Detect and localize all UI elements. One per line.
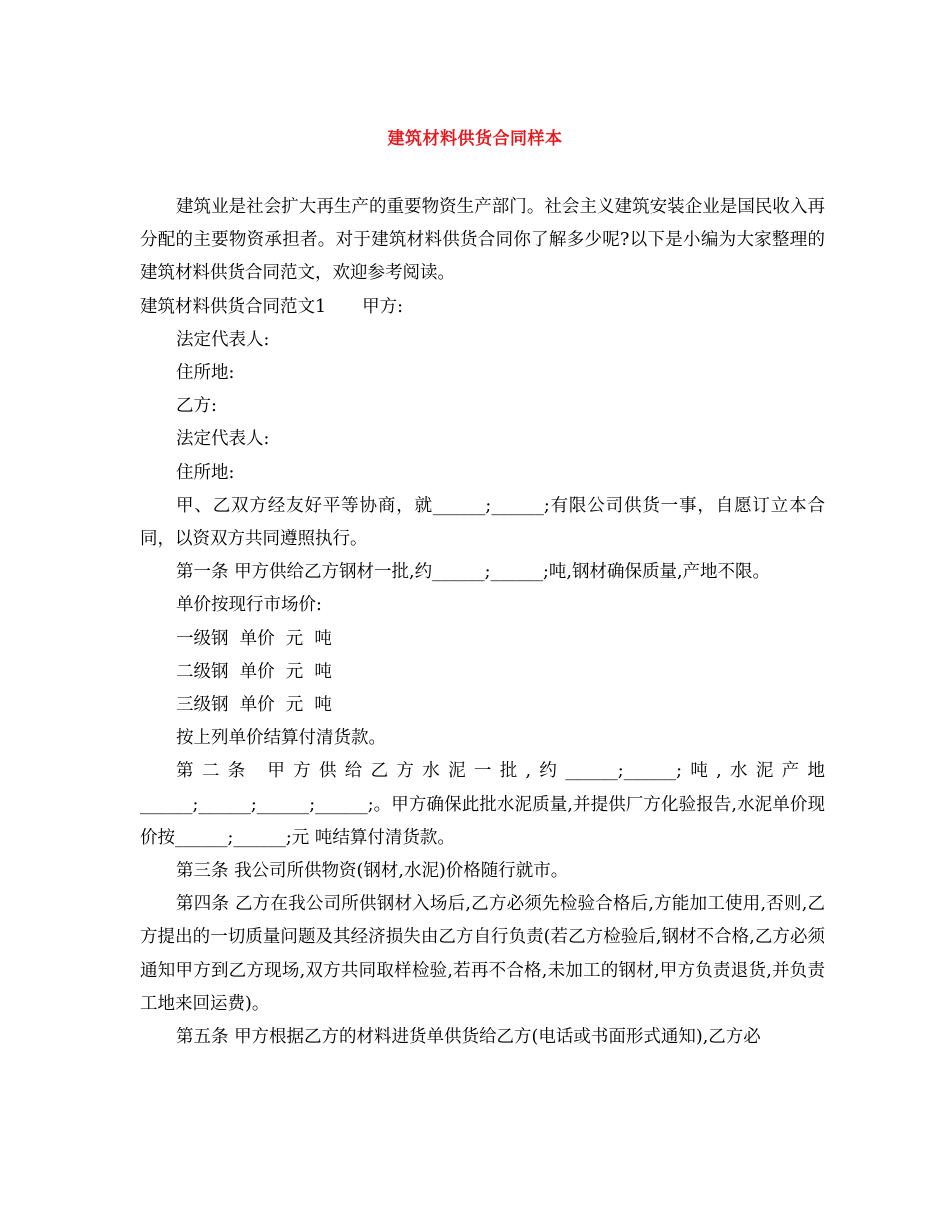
party-b-representative: 法定代表人: xyxy=(176,429,270,450)
article-2: 第二条 甲方供给乙方水泥一批,约______;______;吨,水泥产地______;______;______;______;。甲方确保此批水泥质量,并提供厂方化验报告,水泥单价现价按______;______;元 吨结算付清货款。 xyxy=(140,761,825,848)
document-title: 建筑材料供货合同样本 xyxy=(387,129,563,149)
article-3: 第三条 我公司所供物资(钢材,水泥)价格随行就市。 xyxy=(176,861,569,882)
intro-paragraph: 建筑业是社会扩大再生产的重要物资生产部门。社会主义建筑安装企业是国民收入再分配的主要物资承担者。对于建筑材料供货合同你了解多少呢?以下是小编为大家整理的建筑材料供货合同范文，欢迎参考阅读。 xyxy=(140,197,825,284)
sample-heading: 建筑材料供货合同范文1 xyxy=(140,296,327,317)
preamble-paragraph: 甲、乙双方经友好平等协商，就______;______;有限公司供货一事，自愿订立本合同，以资双方共同遵照执行。 xyxy=(140,495,825,550)
article-4: 第四条 乙方在我公司所供钢材入场后,乙方必须先检验合格后,方能加工使用,否则,乙方提出的一切质量问题及其经济损失由乙方自行负责(若乙方检验后,钢材不合格,乙方必须通知甲方到乙方现场,双方共同取样检验,若再不合格,未加工的钢材,甲方负责退货,并负责工地来回运费)。 xyxy=(140,894,825,1014)
party-a-address: 住所地: xyxy=(176,363,235,384)
party-a-label: 甲方: xyxy=(362,296,404,317)
party-b-label: 乙方: xyxy=(176,396,217,417)
article-1: 第一条 甲方供给乙方钢材一批,约______;______;吨,钢材确保质量,产地不限。 xyxy=(176,562,771,583)
party-a-representative: 法定代表人: xyxy=(176,329,270,350)
grade-2-price: 二级钢 单价 元 吨 xyxy=(176,661,332,682)
settlement-line: 按上列单价结算付清货款。 xyxy=(176,728,386,749)
sample-heading-line xyxy=(140,291,825,324)
document-body xyxy=(140,191,825,1054)
grade-1-price: 一级钢 单价 元 吨 xyxy=(176,628,332,649)
party-b-address: 住所地: xyxy=(176,462,235,483)
price-intro: 单价按现行市场价: xyxy=(176,595,322,616)
grade-3-price: 三级钢 单价 元 吨 xyxy=(176,695,332,716)
article-5: 第五条 甲方根据乙方的材料进货单供货给乙方(电话或书面形式通知),乙方必 xyxy=(176,1027,761,1048)
